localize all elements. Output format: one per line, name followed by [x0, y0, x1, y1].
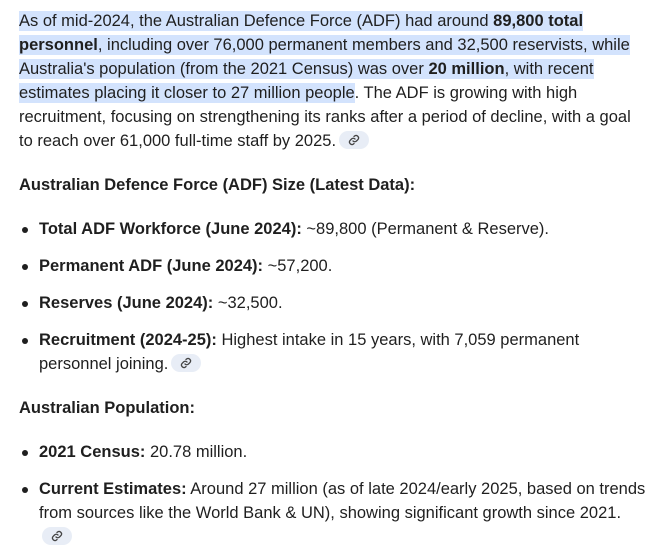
population-heading: Australian Population:: [19, 399, 196, 417]
source-link-chip[interactable]: [42, 527, 72, 545]
adf-size-list: [19, 217, 649, 376]
source-link-chip[interactable]: [339, 131, 369, 149]
list-item: 2021 Census: 20.78 million.: [19, 440, 649, 464]
list-item: Reserves (June 2024): ~32,500.: [19, 291, 649, 315]
intro-paragraph: As of mid-2024, the Australian Defence Force (ADF) had around 89,800 total personnel, including over 76,000 permanent members and 32,500 reservists, while Australia's population (from the 2021 Census) was over 20 million, with recent estimates placing it closer to 27 million people. The ADF is growing with high recruitment, focusing on strengthening its ranks after a period of decline, with a goal to reach over 61,000 full-time staff by 2025.: [19, 12, 631, 150]
list-item: Recruitment (2024-25): Highest intake in 15 years, with 7,059 permanent personnel joining.: [19, 328, 649, 376]
link-icon: [51, 530, 63, 542]
link-icon: [348, 134, 360, 146]
response-content: [19, 9, 649, 549]
highlighted-text: As of mid-2024, the Australian Defence Force (ADF) had around 89,800 total personnel, including over 76,000 permanent members and 32,500 reservists, while Australia's population (from the 2021 Census) was over 20 million, with recent estimates placing it closer to 27 million people: [19, 12, 630, 102]
source-link-chip[interactable]: [171, 354, 201, 372]
adf-size-heading: Australian Defence Force (ADF) Size (Latest Data):: [19, 176, 416, 194]
population-list: [19, 440, 649, 549]
link-icon: [180, 357, 192, 369]
list-item: Current Estimates: Around 27 million (as of late 2024/early 2025, based on trends from sources like the World Bank & UN), showing significant growth since 2021.: [19, 477, 649, 549]
list-item: Permanent ADF (June 2024): ~57,200.: [19, 254, 649, 278]
list-item: Total ADF Workforce (June 2024): ~89,800 (Permanent & Reserve).: [19, 217, 649, 241]
